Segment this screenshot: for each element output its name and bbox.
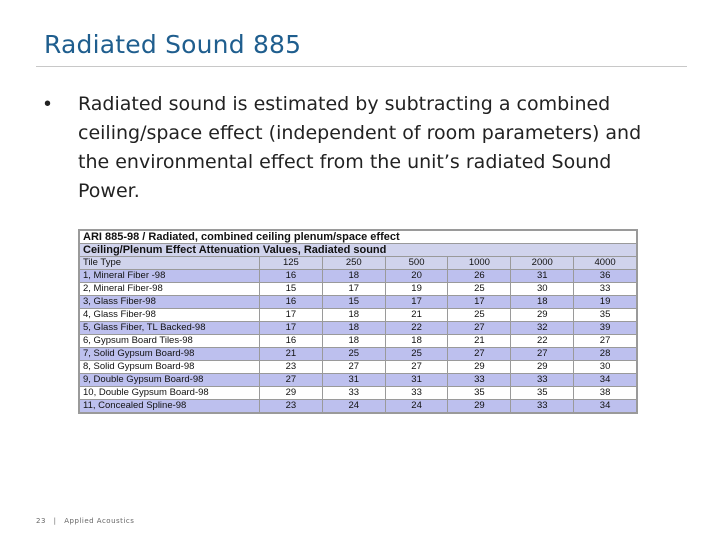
attenuation-value-cell: 17 xyxy=(322,283,385,296)
title-divider xyxy=(36,66,687,67)
attenuation-value-cell: 24 xyxy=(385,400,448,413)
attenuation-value-cell: 25 xyxy=(448,309,511,322)
tile-type-cell: 5, Glass Fiber, TL Backed-98 xyxy=(80,322,260,335)
attenuation-value-cell: 29 xyxy=(511,309,574,322)
attenuation-value-cell: 33 xyxy=(574,283,637,296)
attenuation-value-cell: 18 xyxy=(322,270,385,283)
attenuation-value-cell: 25 xyxy=(385,348,448,361)
table-header-row xyxy=(80,257,637,270)
attenuation-value-cell: 18 xyxy=(322,309,385,322)
attenuation-value-cell: 18 xyxy=(322,322,385,335)
attenuation-value-cell: 29 xyxy=(511,361,574,374)
header-125: 125 xyxy=(260,257,323,270)
attenuation-value-cell: 21 xyxy=(385,309,448,322)
header-4000: 4000 xyxy=(574,257,637,270)
attenuation-value-cell: 31 xyxy=(322,374,385,387)
attenuation-table xyxy=(79,230,637,413)
attenuation-value-cell: 36 xyxy=(574,270,637,283)
attenuation-value-cell: 16 xyxy=(260,335,323,348)
attenuation-value-cell: 23 xyxy=(260,361,323,374)
tile-type-cell: 4, Glass Fiber-98 xyxy=(80,309,260,322)
attenuation-value-cell: 18 xyxy=(385,335,448,348)
table-row xyxy=(80,283,637,296)
attenuation-value-cell: 18 xyxy=(511,296,574,309)
table-caption: ARI 885-98 / Radiated, combined ceiling plenum/space effect xyxy=(80,231,637,244)
attenuation-value-cell: 24 xyxy=(322,400,385,413)
footer-label: Applied Acoustics xyxy=(64,517,135,525)
tile-type-cell: 9, Double Gypsum Board-98 xyxy=(80,374,260,387)
attenuation-value-cell: 29 xyxy=(448,400,511,413)
header-tile-type: Tile Type xyxy=(80,257,260,270)
attenuation-value-cell: 17 xyxy=(260,309,323,322)
attenuation-value-cell: 17 xyxy=(260,322,323,335)
slide-title: Radiated Sound 885 xyxy=(44,30,302,59)
attenuation-value-cell: 22 xyxy=(511,335,574,348)
attenuation-value-cell: 30 xyxy=(511,283,574,296)
attenuation-value-cell: 27 xyxy=(574,335,637,348)
attenuation-value-cell: 29 xyxy=(448,361,511,374)
table-row xyxy=(80,400,637,413)
attenuation-value-cell: 28 xyxy=(574,348,637,361)
attenuation-value-cell: 38 xyxy=(574,387,637,400)
attenuation-value-cell: 27 xyxy=(322,361,385,374)
attenuation-value-cell: 34 xyxy=(574,400,637,413)
tile-type-cell: 7, Solid Gypsum Board-98 xyxy=(80,348,260,361)
attenuation-value-cell: 30 xyxy=(574,361,637,374)
header-2000: 2000 xyxy=(511,257,574,270)
tile-type-cell: 2, Mineral Fiber-98 xyxy=(80,283,260,296)
table-row xyxy=(80,348,637,361)
table-subcaption: Ceiling/Plenum Effect Attenuation Values, Radiated sound xyxy=(80,244,637,257)
attenuation-value-cell: 19 xyxy=(385,283,448,296)
attenuation-value-cell: 27 xyxy=(511,348,574,361)
attenuation-value-cell: 39 xyxy=(574,322,637,335)
attenuation-value-cell: 31 xyxy=(385,374,448,387)
attenuation-value-cell: 19 xyxy=(574,296,637,309)
attenuation-value-cell: 21 xyxy=(260,348,323,361)
tile-type-cell: 8, Solid Gypsum Board-98 xyxy=(80,361,260,374)
attenuation-value-cell: 35 xyxy=(574,309,637,322)
attenuation-value-cell: 25 xyxy=(322,348,385,361)
attenuation-value-cell: 29 xyxy=(260,387,323,400)
attenuation-value-cell: 22 xyxy=(385,322,448,335)
page-number: 23 xyxy=(36,517,46,525)
attenuation-value-cell: 15 xyxy=(260,283,323,296)
tile-type-cell: 3, Glass Fiber-98 xyxy=(80,296,260,309)
table-row xyxy=(80,387,637,400)
attenuation-value-cell: 16 xyxy=(260,270,323,283)
tile-type-cell: 10, Double Gypsum Board-98 xyxy=(80,387,260,400)
attenuation-value-cell: 33 xyxy=(385,387,448,400)
tile-type-cell: 6, Gypsum Board Tiles-98 xyxy=(80,335,260,348)
attenuation-value-cell: 15 xyxy=(322,296,385,309)
attenuation-value-cell: 32 xyxy=(511,322,574,335)
footer xyxy=(36,517,139,525)
attenuation-value-cell: 33 xyxy=(511,400,574,413)
attenuation-value-cell: 35 xyxy=(511,387,574,400)
attenuation-value-cell: 17 xyxy=(385,296,448,309)
bullet-item xyxy=(44,90,644,206)
attenuation-value-cell: 18 xyxy=(322,335,385,348)
bullet-dot-icon: • xyxy=(44,93,52,115)
attenuation-value-cell: 27 xyxy=(260,374,323,387)
attenuation-value-cell: 26 xyxy=(448,270,511,283)
tile-type-cell: 1, Mineral Fiber -98 xyxy=(80,270,260,283)
attenuation-value-cell: 17 xyxy=(448,296,511,309)
footer-separator: | xyxy=(53,517,57,525)
attenuation-table-image xyxy=(78,229,638,414)
attenuation-value-cell: 27 xyxy=(448,322,511,335)
table-row xyxy=(80,361,637,374)
header-250: 250 xyxy=(322,257,385,270)
header-1000: 1000 xyxy=(448,257,511,270)
attenuation-value-cell: 27 xyxy=(448,348,511,361)
table-row xyxy=(80,335,637,348)
attenuation-value-cell: 23 xyxy=(260,400,323,413)
attenuation-value-cell: 20 xyxy=(385,270,448,283)
table-row xyxy=(80,309,637,322)
attenuation-value-cell: 16 xyxy=(260,296,323,309)
table-row xyxy=(80,374,637,387)
attenuation-value-cell: 33 xyxy=(511,374,574,387)
attenuation-value-cell: 31 xyxy=(511,270,574,283)
header-500: 500 xyxy=(385,257,448,270)
table-row xyxy=(80,296,637,309)
attenuation-value-cell: 27 xyxy=(385,361,448,374)
attenuation-value-cell: 33 xyxy=(322,387,385,400)
bullet-text: Radiated sound is estimated by subtracting a combined ceiling/space effect (independent of room parameters) and the environmental effect from the unit’s radiated Sound Power. xyxy=(78,93,642,202)
tile-type-cell: 11, Concealed Spline-98 xyxy=(80,400,260,413)
table-row xyxy=(80,322,637,335)
attenuation-value-cell: 35 xyxy=(448,387,511,400)
attenuation-value-cell: 21 xyxy=(448,335,511,348)
attenuation-value-cell: 34 xyxy=(574,374,637,387)
attenuation-value-cell: 33 xyxy=(448,374,511,387)
attenuation-value-cell: 25 xyxy=(448,283,511,296)
table-row xyxy=(80,270,637,283)
